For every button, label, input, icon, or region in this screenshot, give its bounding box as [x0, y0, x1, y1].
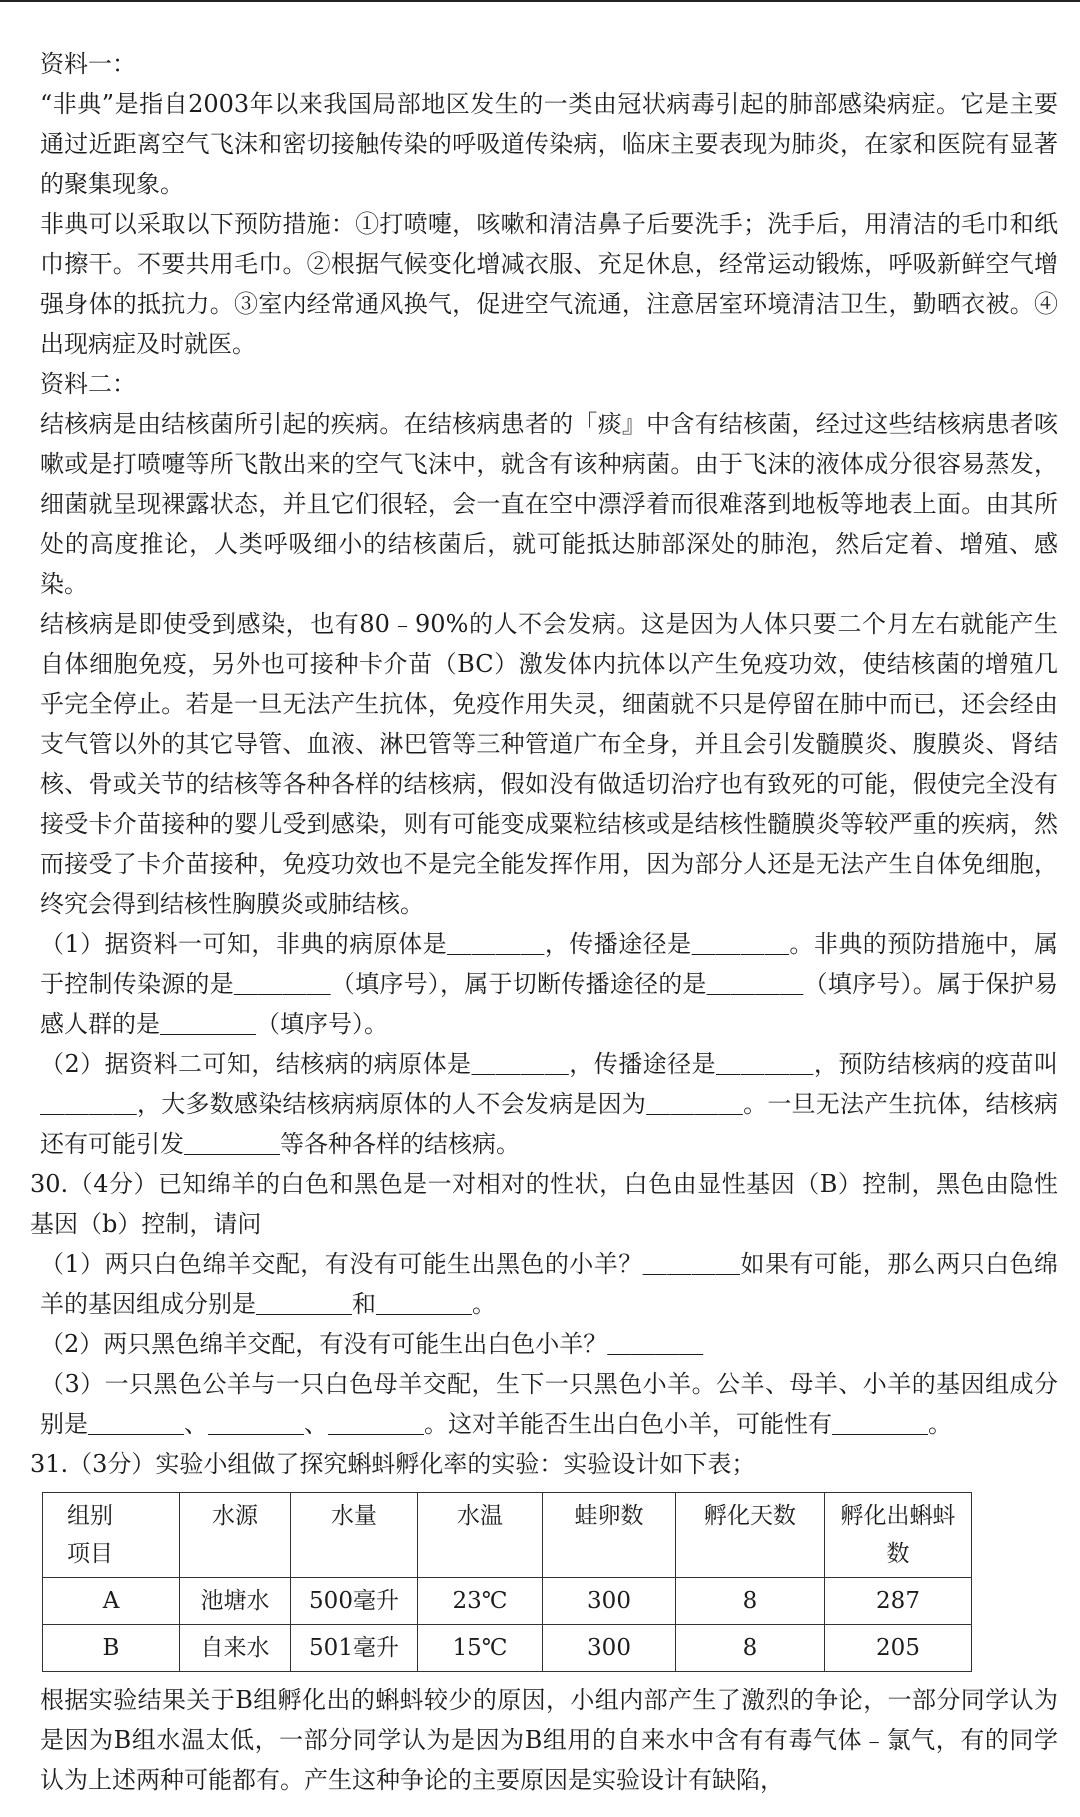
- table-header-cell: 孵化天数: [676, 1493, 825, 1578]
- material2-paragraph-1: 结核病是由结核菌所引起的疾病。在结核病患者的「痰』中含有结核菌，经过这些结核病患者咳嗽或是打喷嚏等所飞散出来的空气飞沫中，就含有该种病菌。由于飞沫的液体成分很容易蒸发，细菌就呈现裸露状态，并且它们很轻，会一直在空中漂浮着而很难落到地板等地表上面。由其所处的高度推论，人类呼吸细小的结核菌后，就可能抵达肺部深处的肺泡，然后定着、增殖、感染。: [40, 410, 1058, 598]
- material1-paragraph-2: 非典可以采取以下预防措施：①打喷嚏，咳嗽和清洁鼻子后要洗手；洗手后，用清洁的毛巾和纸巾擦干。不要共用毛巾。②根据气候变化增减衣服、充足休息，经常运动锻炼，呼吸新鲜空气增强身体的抵抗力。③室内经常通风换气，促进空气流通，注意居室环境清洁卫生，勤晒衣被。④出现病症及时就医。: [40, 210, 1058, 358]
- table-cell: 池塘水: [180, 1578, 291, 1625]
- table-header-line1: 组别: [67, 1503, 113, 1529]
- q29-sub1: （1）据资料一可知，非典的病原体是＿＿＿＿，传播途径是＿＿＿＿。非典的预防措施中，属于控制传染源的是＿＿＿＿（填序号），属于切断传播途径的是＿＿＿＿（填序号）。属于保护易感人群的是＿＿＿＿（填序号）。: [40, 930, 1058, 1038]
- table-cell: B: [43, 1625, 180, 1672]
- material2-paragraph-2: 结核病是即使受到感染，也有80﹣90%的人不会发病。这是因为人体只要二个月左右就能产生自体细胞免疫，另外也可接种卡介苗（BC）激发体内抗体以产生免疫功效，使结核菌的增殖几乎完全停止。若是一旦无法产生抗体，免疫作用失灵，细菌就不只是停留在肺中而已，还会经由支气管以外的其它导管、血液、淋巴管等三种管道广布全身，并且会引发髓膜炎、腹膜炎、肾结核、骨或关节的结核等各种各样的结核病，假如没有做适切治疗也有致死的可能，假使完全没有接受卡介苗接种的婴儿受到感染，则有可能变成粟粒结核或是结核性髓膜炎等较严重的疾病，然而接受了卡介苗接种，免疫功效也不是完全能发挥作用，因为部分人还是无法产生自体免细胞，终究会得到结核性胸膜炎或肺结核。: [40, 610, 1058, 918]
- table-cell: 205: [825, 1625, 972, 1672]
- table-row: [43, 1625, 972, 1672]
- table-header-cell: 水温: [418, 1493, 543, 1578]
- table-header-row: [43, 1493, 972, 1578]
- table-header-corner: [43, 1493, 180, 1578]
- material1-heading: 资料一：: [40, 50, 136, 78]
- table-cell: 300: [543, 1578, 676, 1625]
- material1-paragraph-1: “非典”是指自2003年以来我国局部地区发生的一类由冠状病毒引起的肺部感染病症。它是主要通过近距离空气飞沫和密切接触传染的呼吸道传染病，临床主要表现为肺炎，在家和医院有显著的聚集现象。: [40, 90, 1058, 198]
- table-cell: 8: [676, 1578, 825, 1625]
- table-row: [43, 1578, 972, 1625]
- material2-heading: 资料二：: [40, 370, 136, 398]
- table-cell: A: [43, 1578, 180, 1625]
- table-cell: 500毫升: [291, 1578, 418, 1625]
- experiment-table: [42, 1492, 972, 1672]
- table-cell: 501毫升: [291, 1625, 418, 1672]
- table-cell: 8: [676, 1625, 825, 1672]
- q30-sub1: （1）两只白色绵羊交配，有没有可能生出黑色的小羊？＿＿＿＿如果有可能，那么两只白色绵羊的基因组成分别是＿＿＿＿和＿＿＿＿。: [40, 1250, 1058, 1318]
- table-header-cell: 水源: [180, 1493, 291, 1578]
- q31-after-table: 根据实验结果关于B组孵化出的蝌蚪较少的原因，小组内部产生了激烈的争论，一部分同学认为是因为B组水温太低，一部分同学认为是因为B组用的自来水中含有有毒气体﹣氯气，有的同学认为上述两种可能都有。产生这种争论的主要原因是实验设计有缺陷，: [40, 1686, 1058, 1794]
- q31-stem: 31.（3分）实验小组做了探究蝌蚪孵化率的实验：实验设计如下表；: [30, 1450, 756, 1478]
- q29-sub2: （2）据资料二可知，结核病的病原体是＿＿＿＿，传播途径是＿＿＿＿，预防结核病的疫苗叫＿＿＿＿，大多数感染结核病病原体的人不会发病是因为＿＿＿＿。一旦无法产生抗体，结核病还有可能引发＿＿＿＿等各种各样的结核病。: [40, 1050, 1058, 1158]
- q30-sub2: （2）两只黑色绵羊交配，有没有可能生出白色小羊？＿＿＿＿: [40, 1330, 704, 1358]
- table-cell: 287: [825, 1578, 972, 1625]
- table-cell: 23℃: [418, 1578, 543, 1625]
- document-page: [30, 44, 1058, 1800]
- table-cell: 15℃: [418, 1625, 543, 1672]
- q30-stem: 30.（4分）已知绵羊的白色和黑色是一对相对的性状，白色由显性基因（B）控制，黑色由隐性基因（b）控制，请问: [30, 1170, 1058, 1238]
- table-header-line2: 项目: [67, 1541, 113, 1567]
- top-rule: [0, 0, 1080, 2]
- q30-sub3: （3）一只黑色公羊与一只白色母羊交配，生下一只黑色小羊。公羊、母羊、小羊的基因组成分别是＿＿＿＿、＿＿＿＿、＿＿＿＿。这对羊能否生出白色小羊，可能性有＿＿＿＿。: [40, 1370, 1058, 1438]
- table-cell: 300: [543, 1625, 676, 1672]
- table-cell: 自来水: [180, 1625, 291, 1672]
- table-header-cell: 蛙卵数: [543, 1493, 676, 1578]
- table-header-cell: 孵化出蝌蚪数: [825, 1493, 972, 1578]
- table-header-cell: 水量: [291, 1493, 418, 1578]
